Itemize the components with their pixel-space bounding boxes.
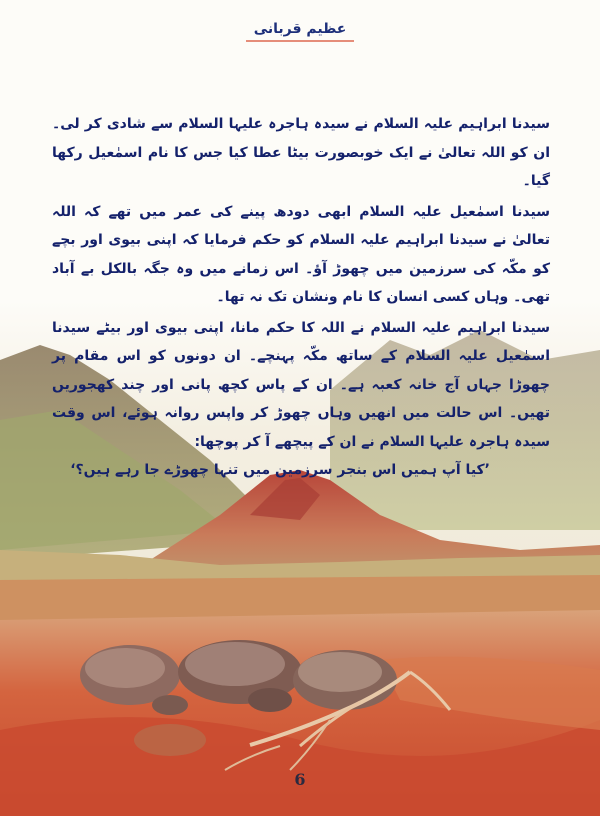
- paragraph-1: سیدنا ابراہیم علیہ السلام نے سیدہ ہاجرہ علیہا السلام سے شادی کر لی۔ ان کو اللہ تعالیٰ نے ایک خوبصورت بیٹا عطا کیا جس کا نام اسمٰعیل رکھا گیا۔: [52, 116, 550, 189]
- page-number: 6: [294, 770, 306, 789]
- quote-line: ’کیا آپ ہمیں اس بنجر سرزمین میں تنہا چھوڑے جا رہے ہیں؟‘: [70, 462, 490, 478]
- paragraph-2: سیدنا اسمٰعیل علیہ السلام ابھی دودھ پینے کی عمر میں تھے کہ اللہ تعالیٰ نے سیدنا ابراہیم علیہ السلام کو حکم فرمایا کہ اپنی بیوی اور بچے کو مکّہ کی سرزمین میں چھوڑ آؤ۔ اس زمانے میں وہ جگہ بالکل بے آباد تھی۔ وہاں کسی انسان کا نام ونشان تک نہ تھا۔: [52, 203, 550, 305]
- story-text: [52, 110, 550, 485]
- paragraph-3: سیدنا ابراہیم علیہ السلام نے اللہ کا حکم مانا، اپنی بیوی اور بیٹے سیدنا اسمٰعیل علیہ السلام کے ساتھ مکّہ پہنچے۔ ان دونوں کو اس مقام پر چھوڑا جہاں آج خانہ کعبہ ہے۔ ان کے پاس کچھ پانی اور چند کھجوریں تھیں۔ اس حالت میں انھیں وہاں چھوڑ کر واپس روانہ ہوئے، اس وقت سیدہ ہاجرہ علیہا السلام نے ان کے پیچھے آ کر پوچھا:: [52, 319, 550, 450]
- book-title: عظیم قربانی: [246, 21, 355, 42]
- page-header: [0, 18, 600, 42]
